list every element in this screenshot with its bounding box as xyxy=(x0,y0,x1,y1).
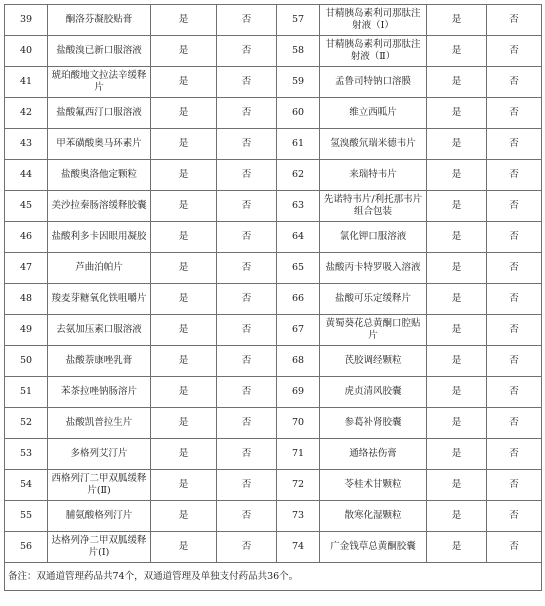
separate-payment-flag: 否 xyxy=(487,501,542,532)
table-row xyxy=(5,315,542,346)
dual-channel-flag: 是 xyxy=(427,36,487,67)
separate-payment-flag: 否 xyxy=(487,160,542,191)
row-number: 73 xyxy=(277,501,320,532)
dual-channel-flag: 是 xyxy=(151,191,217,222)
row-number: 39 xyxy=(5,5,48,36)
drug-name: 先诺特韦片/利托那韦片组合包装 xyxy=(320,191,427,222)
separate-payment-flag: 否 xyxy=(487,36,542,67)
table-row xyxy=(5,129,542,160)
row-number: 47 xyxy=(5,253,48,284)
row-number: 68 xyxy=(277,346,320,377)
dual-channel-flag: 是 xyxy=(427,284,487,315)
row-number: 53 xyxy=(5,439,48,470)
drug-name: 盐酸溴已新口服溶液 xyxy=(48,36,151,67)
separate-payment-flag: 否 xyxy=(217,222,277,253)
separate-payment-flag: 否 xyxy=(217,253,277,284)
dual-channel-flag: 是 xyxy=(427,67,487,98)
table-note: 备注：双通道管理药品共74个，双通道管理及单独支付药品共36个。 xyxy=(5,563,542,591)
separate-payment-flag: 否 xyxy=(487,532,542,563)
row-number: 56 xyxy=(5,532,48,563)
separate-payment-flag: 否 xyxy=(217,129,277,160)
separate-payment-flag: 否 xyxy=(487,67,542,98)
separate-payment-flag: 否 xyxy=(487,470,542,501)
row-number: 60 xyxy=(277,98,320,129)
separate-payment-flag: 否 xyxy=(217,470,277,501)
drug-name: 盐酸利多卡因眼用凝胶 xyxy=(48,222,151,253)
table-row xyxy=(5,5,542,36)
note-row xyxy=(5,563,542,591)
table-row xyxy=(5,253,542,284)
dual-channel-flag: 是 xyxy=(427,377,487,408)
dual-channel-flag: 是 xyxy=(151,377,217,408)
table-row xyxy=(5,346,542,377)
dual-channel-flag: 是 xyxy=(151,501,217,532)
drug-name: 脯氨酸格列汀片 xyxy=(48,501,151,532)
row-number: 61 xyxy=(277,129,320,160)
dual-channel-flag: 是 xyxy=(427,129,487,160)
row-number: 42 xyxy=(5,98,48,129)
drug-name: 盐酸萘康唑乳膏 xyxy=(48,346,151,377)
table-row xyxy=(5,36,542,67)
dual-channel-flag: 是 xyxy=(151,253,217,284)
dual-channel-flag: 是 xyxy=(151,408,217,439)
table-row xyxy=(5,67,542,98)
row-number: 48 xyxy=(5,284,48,315)
drug-name: 去氨加压素口服溶液 xyxy=(48,315,151,346)
drug-name: 盐酸可乐定缓释片 xyxy=(320,284,427,315)
drug-name: 甘精胰岛素利司那肽注射液（Ⅰ） xyxy=(320,5,427,36)
drug-name: 羧麦芽糖氧化铁咀嚼片 xyxy=(48,284,151,315)
separate-payment-flag: 否 xyxy=(487,129,542,160)
dual-channel-flag: 是 xyxy=(427,470,487,501)
table-row xyxy=(5,284,542,315)
drug-name: 甘精胰岛素利司那肽注射液（Ⅱ） xyxy=(320,36,427,67)
row-number: 67 xyxy=(277,315,320,346)
dual-channel-flag: 是 xyxy=(151,532,217,563)
row-number: 70 xyxy=(277,408,320,439)
row-number: 41 xyxy=(5,67,48,98)
separate-payment-flag: 否 xyxy=(217,284,277,315)
drug-name: 来瑞特韦片 xyxy=(320,160,427,191)
dual-channel-flag: 是 xyxy=(427,191,487,222)
drug-name: 盐酸氟西汀口服溶液 xyxy=(48,98,151,129)
separate-payment-flag: 否 xyxy=(217,346,277,377)
row-number: 72 xyxy=(277,470,320,501)
row-number: 57 xyxy=(277,5,320,36)
dual-channel-flag: 是 xyxy=(151,315,217,346)
row-number: 52 xyxy=(5,408,48,439)
row-number: 63 xyxy=(277,191,320,222)
separate-payment-flag: 否 xyxy=(487,315,542,346)
drug-name: 参葛补肾胶囊 xyxy=(320,408,427,439)
drug-name: 甲苯磺酸奥马环素片 xyxy=(48,129,151,160)
separate-payment-flag: 否 xyxy=(217,408,277,439)
dual-channel-flag: 是 xyxy=(151,5,217,36)
separate-payment-flag: 否 xyxy=(217,191,277,222)
drug-name: 美沙拉秦肠溶缓释胶囊 xyxy=(48,191,151,222)
drug-name: 通络祛伤膏 xyxy=(320,439,427,470)
separate-payment-flag: 否 xyxy=(217,67,277,98)
dual-channel-flag: 是 xyxy=(151,470,217,501)
separate-payment-flag: 否 xyxy=(487,377,542,408)
drug-name: 散寒化湿颗粒 xyxy=(320,501,427,532)
table-row xyxy=(5,439,542,470)
drug-name: 盐酸奥洛他定颗粒 xyxy=(48,160,151,191)
dual-channel-flag: 是 xyxy=(151,222,217,253)
separate-payment-flag: 否 xyxy=(487,98,542,129)
row-number: 58 xyxy=(277,36,320,67)
drug-name: 孟鲁司特钠口溶膜 xyxy=(320,67,427,98)
drug-name: 盐酸凯普拉生片 xyxy=(48,408,151,439)
separate-payment-flag: 否 xyxy=(487,222,542,253)
row-number: 49 xyxy=(5,315,48,346)
dual-channel-flag: 是 xyxy=(427,222,487,253)
drug-name: 氯化钾口服溶液 xyxy=(320,222,427,253)
table-row xyxy=(5,191,542,222)
separate-payment-flag: 否 xyxy=(217,501,277,532)
drug-name: 苓桂术甘颗粒 xyxy=(320,470,427,501)
row-number: 55 xyxy=(5,501,48,532)
separate-payment-flag: 否 xyxy=(217,36,277,67)
drug-name: 虎贞清风胶囊 xyxy=(320,377,427,408)
drug-name: 氢溴酸氘瑞米德韦片 xyxy=(320,129,427,160)
row-number: 59 xyxy=(277,67,320,98)
drug-list-table xyxy=(4,4,542,591)
drug-name: 达格列净二甲双胍缓释片(Ⅰ) xyxy=(48,532,151,563)
drug-name: 多格列艾汀片 xyxy=(48,439,151,470)
table-row xyxy=(5,222,542,253)
dual-channel-flag: 是 xyxy=(427,315,487,346)
row-number: 51 xyxy=(5,377,48,408)
row-number: 45 xyxy=(5,191,48,222)
row-number: 62 xyxy=(277,160,320,191)
row-number: 46 xyxy=(5,222,48,253)
separate-payment-flag: 否 xyxy=(487,5,542,36)
row-number: 69 xyxy=(277,377,320,408)
dual-channel-flag: 是 xyxy=(151,160,217,191)
row-number: 64 xyxy=(277,222,320,253)
drug-name: 苯茶拉唑钠肠溶片 xyxy=(48,377,151,408)
drug-name: 琥珀酸地文拉法辛缓释片 xyxy=(48,67,151,98)
table-row xyxy=(5,532,542,563)
row-number: 65 xyxy=(277,253,320,284)
table-body xyxy=(5,5,542,591)
dual-channel-flag: 是 xyxy=(151,98,217,129)
table-row xyxy=(5,501,542,532)
table-row xyxy=(5,377,542,408)
dual-channel-flag: 是 xyxy=(427,346,487,377)
separate-payment-flag: 否 xyxy=(217,377,277,408)
separate-payment-flag: 否 xyxy=(217,532,277,563)
dual-channel-flag: 是 xyxy=(151,67,217,98)
dual-channel-flag: 是 xyxy=(427,253,487,284)
separate-payment-flag: 否 xyxy=(487,346,542,377)
dual-channel-flag: 是 xyxy=(427,5,487,36)
drug-name: 广金钱草总黄酮胶囊 xyxy=(320,532,427,563)
table-row xyxy=(5,98,542,129)
separate-payment-flag: 否 xyxy=(487,408,542,439)
dual-channel-flag: 是 xyxy=(151,284,217,315)
dual-channel-flag: 是 xyxy=(151,439,217,470)
drug-name: 芪胶调经颗粒 xyxy=(320,346,427,377)
row-number: 54 xyxy=(5,470,48,501)
separate-payment-flag: 否 xyxy=(217,439,277,470)
separate-payment-flag: 否 xyxy=(217,98,277,129)
separate-payment-flag: 否 xyxy=(487,191,542,222)
row-number: 40 xyxy=(5,36,48,67)
drug-name: 盐酸丙卡特罗吸入溶液 xyxy=(320,253,427,284)
dual-channel-flag: 是 xyxy=(427,98,487,129)
table-row xyxy=(5,160,542,191)
dual-channel-flag: 是 xyxy=(427,408,487,439)
separate-payment-flag: 否 xyxy=(487,284,542,315)
row-number: 66 xyxy=(277,284,320,315)
separate-payment-flag: 否 xyxy=(217,160,277,191)
drug-name: 酮洛芬凝胶贴膏 xyxy=(48,5,151,36)
drug-name: 黄蜀葵花总黄酮口腔贴片 xyxy=(320,315,427,346)
dual-channel-flag: 是 xyxy=(151,129,217,160)
separate-payment-flag: 否 xyxy=(217,315,277,346)
dual-channel-flag: 是 xyxy=(151,36,217,67)
drug-name: 西格列汀二甲双胍缓释片(Ⅱ) xyxy=(48,470,151,501)
row-number: 50 xyxy=(5,346,48,377)
dual-channel-flag: 是 xyxy=(427,501,487,532)
separate-payment-flag: 否 xyxy=(487,439,542,470)
row-number: 74 xyxy=(277,532,320,563)
separate-payment-flag: 否 xyxy=(487,253,542,284)
table-row xyxy=(5,470,542,501)
row-number: 43 xyxy=(5,129,48,160)
drug-name: 芦曲泊帕片 xyxy=(48,253,151,284)
table-row xyxy=(5,408,542,439)
separate-payment-flag: 否 xyxy=(217,5,277,36)
row-number: 44 xyxy=(5,160,48,191)
row-number: 71 xyxy=(277,439,320,470)
dual-channel-flag: 是 xyxy=(151,346,217,377)
drug-name: 维立西呱片 xyxy=(320,98,427,129)
dual-channel-flag: 是 xyxy=(427,160,487,191)
dual-channel-flag: 是 xyxy=(427,532,487,563)
dual-channel-flag: 是 xyxy=(427,439,487,470)
